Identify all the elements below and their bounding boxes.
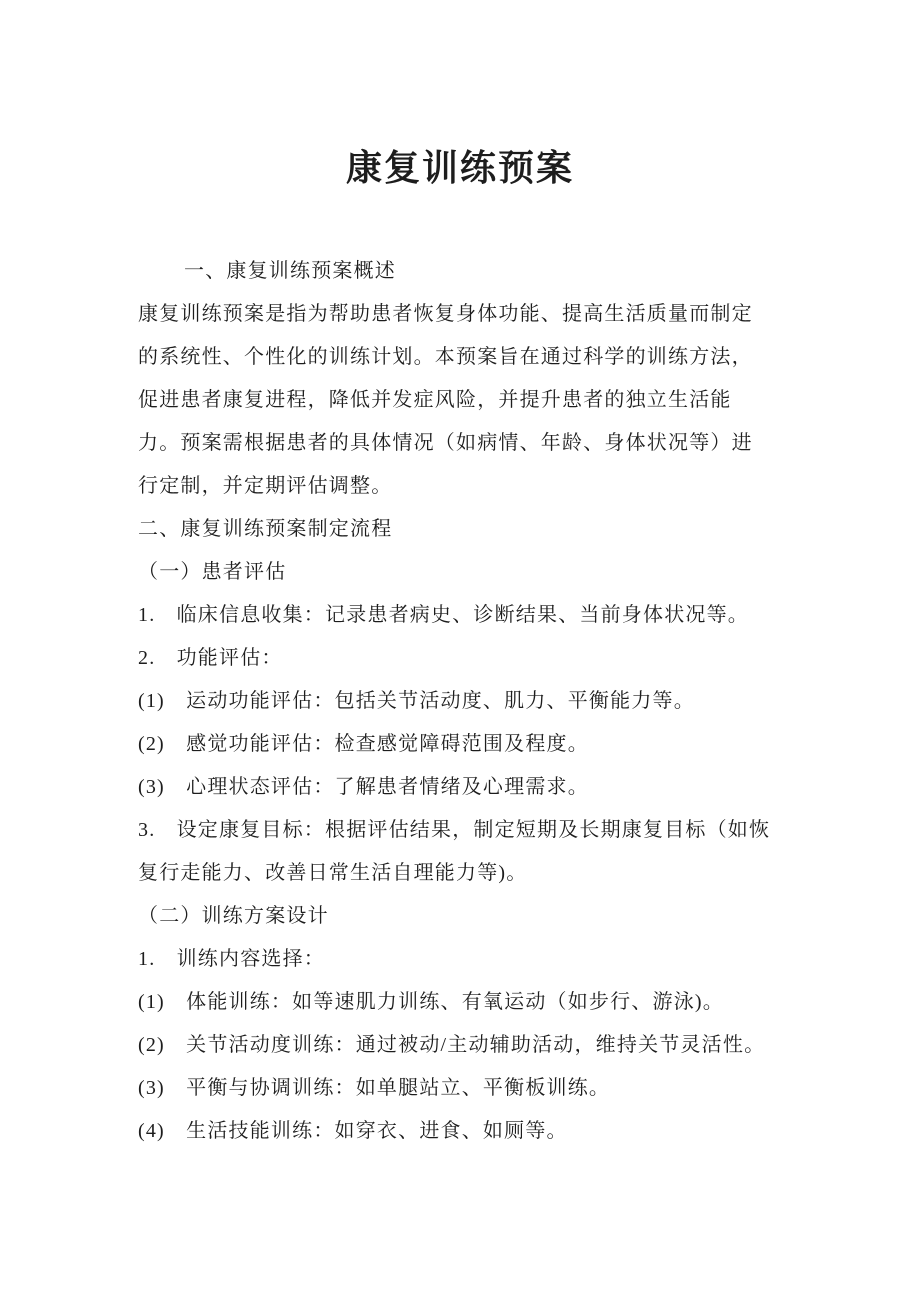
text-line: 2. 功能评估： <box>138 647 283 669</box>
document-body <box>138 250 798 1153</box>
text-line: (1) 运动功能评估：包括关节活动度、肌力、平衡能力等。 <box>138 690 695 712</box>
text-line: (3) 心理状态评估：了解患者情绪及心理需求。 <box>138 776 589 798</box>
text-line: 的系统性、个性化的训练计划。本预案旨在通过科学的训练方法， <box>138 346 753 368</box>
text-line: （二）训练方案设计 <box>138 905 329 927</box>
text-line: 3. 设定康复目标：根据评估结果，制定短期及长期康复目标（如恢 <box>138 819 771 841</box>
text-line: 复行走能力、改善日常生活自理能力等)。 <box>138 862 528 884</box>
text-line: (4) 生活技能训练：如穿衣、进食、如厕等。 <box>138 1120 568 1142</box>
text-line: 一、康复训练预案概述 <box>184 260 396 282</box>
text-line: (2) 感觉功能评估：检查感觉障碍范围及程度。 <box>138 733 589 755</box>
text-line: 二、康复训练预案制定流程 <box>138 518 393 540</box>
text-line: 1. 临床信息收集：记录患者病史、诊断结果、当前身体状况等。 <box>138 604 749 626</box>
text-line: (2) 关节活动度训练：通过被动/主动辅助活动，维持关节灵活性。 <box>138 1034 766 1056</box>
text-line: 康复训练预案是指为帮助患者恢复身体功能、提高生活质量而制定 <box>138 303 753 325</box>
text-line: (3) 平衡与协调训练：如单腿站立、平衡板训练。 <box>138 1077 611 1099</box>
document-title: 康复训练预案 <box>345 147 574 188</box>
text-line: 1. 训练内容选择： <box>138 948 325 970</box>
text-line: 力。预案需根据患者的具体情况（如病情、年龄、身体状况等）进 <box>138 432 753 454</box>
text-line: （一）患者评估 <box>138 561 287 583</box>
text-line: 促进患者康复进程，降低并发症风险，并提升患者的独立生活能 <box>138 389 732 411</box>
text-line: 行定制，并定期评估调整。 <box>138 475 393 497</box>
text-line: (1) 体能训练：如等速肌力训练、有氧运动（如步行、游泳)。 <box>138 991 724 1013</box>
